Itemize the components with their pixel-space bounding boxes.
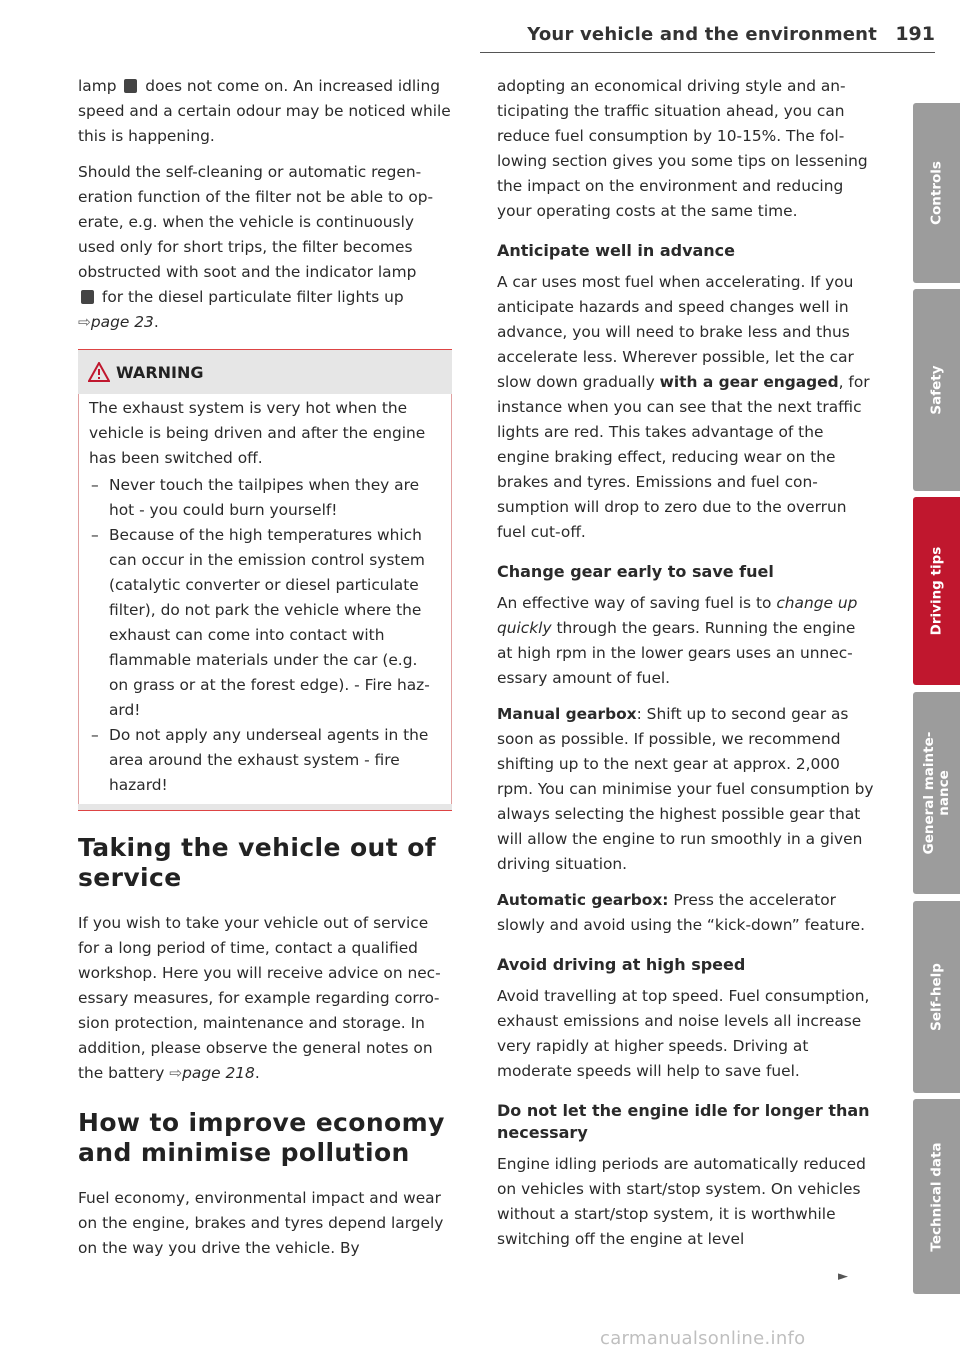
subheading: Avoid driving at high speed [497,955,746,974]
tab-driving-tips[interactable]: Driving tips [913,497,960,685]
page-header [480,20,935,53]
tab-controls[interactable]: Controls [913,103,960,283]
warning-intro: The exhaust system is very hot when the vehicle is being driven and after the engine has been switched off. [89,399,426,467]
arrow-icon: ⇨ [169,1064,183,1082]
warning-header [78,349,452,394]
tab-safety[interactable]: Safety [913,289,960,491]
paragraph: Fuel economy, environmental impact and wear on the engine, brakes and tyres depend largely on the way you drive the vehicle. By [78,1189,444,1257]
paragraph: adopting an economical driving style and anticipating the traffic situation ahead, you can reduce fuel consumption by 10-15%. The following section gives you some tips on lessening the impact on the environment and reducing your operating costs at the same time. [497,77,868,220]
paragraph: Avoid travelling at top speed. Fuel consumption, exhaust emissions and noise levels all increase very rapidly at higher speeds. Driving at moderate speeds will help to save fuel. [497,987,870,1080]
paragraph: A car uses most fuel when accelerating. If you anticipate hazards and speed changes well in advance, you will need to brake less and thus accelerate less. Wherever possible, let the car slow down gradually with a gear engaged, for instance when you can see that the next traffic lights are red. This takes advantage of the engine braking effect, reducing wear on the brakes and tyres. Emissions and fuel consumption will drop to zero due to the overrun fuel cut-off. [497,273,870,541]
arrow-icon: ⇨ [78,313,91,331]
paragraph: An effective way of saving fuel is to change up quickly through the gears. Running the engine at high rpm in the lower gears uses an unnecessary amount of fuel. [497,594,858,687]
paragraph: lamp does not come on. An increased idling speed and a certain odour may be noticed while this is happening. [78,77,451,145]
paragraph: Should the self-cleaning or automatic regeneration function of the filter not be able to operate, e.g. when the vehicle is continuously used only for short trips, the filter becomes obstructed with soot and the indicator lamp for the diesel particulate filter lights up ⇨page 23. [78,163,434,331]
tab-self-help[interactable]: Self-help [913,901,960,1093]
page-reference-link[interactable]: page 218 [182,1064,255,1082]
watermark: carmanualsonline.info [600,1328,806,1349]
paragraph: If you wish to take your vehicle out of service for a long period of time, contact a qualified workshop. Here you will receive advice on necessary measures, for example regarding corrosion protection, maintenance and storage. In addition, please observe the general notes on the battery ⇨page 218. [78,914,441,1082]
list-item: – Do not apply any underseal agents in the area around the exhaust system - fire hazard! [89,723,441,798]
right-column [497,74,875,1263]
paragraph: Manual gearbox: Shift up to second gear as soon as possible. If possible, we recommend shifting up to the next gear at approx. 2,000 rpm. You can minimise your fuel consumption by always selecting the highest possible gear that will allow the engine to run smoothly in a given driving situation. [497,705,874,873]
left-column [78,74,452,1272]
tab-technical-data[interactable]: Technical data [913,1099,960,1294]
warning-body [78,394,452,804]
paragraph: Engine idling periods are automatically reduced on vehicles with start/stop system. On vehicles without a start/stop system, it is worthwhile switching off the engine at level [497,1155,866,1248]
page-number: 191 [895,23,935,45]
warning-list [89,473,441,798]
continue-arrow-icon: ► [838,1269,848,1284]
tab-general-maintenance[interactable]: General mainte- nance [913,692,960,894]
subheading: Do not let the engine idle for longer than necessary [497,1101,870,1142]
page-reference-link[interactable]: page 23 [90,313,154,331]
chapter-tabs [913,0,960,1300]
chapter-title: Your vehicle and the environment [527,24,877,45]
subheading: Anticipate well in advance [497,241,736,260]
section-heading: Taking the vehicle out of service [78,833,437,892]
diesel-filter-lamp-icon [81,290,94,304]
list-item: – Never touch the tailpipes when they are hot - you could burn yourself! [89,473,441,523]
list-item: – Because of the high temperatures which can occur in the emission control system (catalytic converter or diesel particulate filter), do not park the vehicle where the exhaust can come into contact with flammable materials under the car (e.g. on grass or at the forest edge). - Fire hazard! [89,523,441,723]
subheading: Change gear early to save fuel [497,562,774,581]
warning-box [78,349,452,811]
paragraph: Automatic gearbox: Press the accelerator slowly and avoid using the “kick-down” feature. [497,891,866,934]
warning-title: WARNING [116,362,204,382]
warning-triangle-icon [88,362,110,382]
section-heading: How to improve economy and minimise pollution [78,1108,445,1167]
diesel-filter-lamp-icon [124,79,137,93]
